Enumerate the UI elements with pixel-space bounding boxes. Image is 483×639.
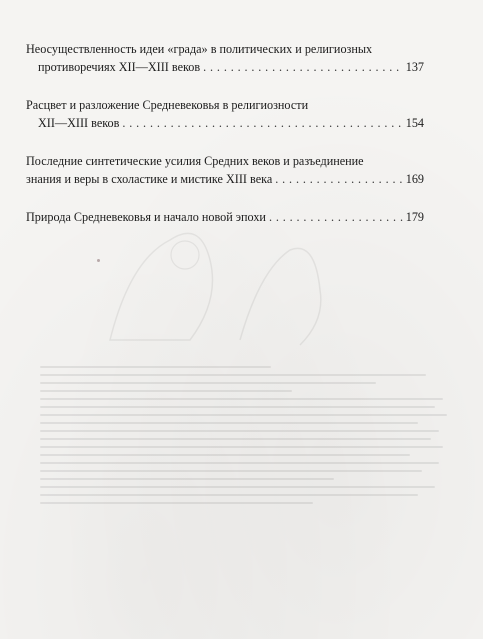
toc-entry-title-line1: Неосуществленность идеи «града» в политических и религиозных — [26, 42, 373, 56]
toc-entry[interactable] — [26, 208, 424, 226]
toc-entry-title-line1: Последние синтетические усилия Средних веков и разъединение — [26, 154, 364, 168]
toc-page-number: 137 — [405, 60, 424, 74]
toc-entry-row — [26, 58, 424, 76]
toc-entry-row — [26, 170, 424, 188]
dot-leader — [269, 208, 403, 226]
toc-entry-title-line2: XII—XIII веков — [38, 116, 120, 130]
table-of-contents — [26, 40, 424, 246]
toc-page-number: 179 — [405, 210, 424, 224]
toc-page-number: 169 — [405, 172, 424, 186]
toc-entry[interactable] — [26, 152, 424, 188]
ink-spot — [97, 259, 100, 262]
toc-entry-title-line2: знания и веры в схоластике и мистике XIII века — [26, 172, 273, 186]
dot-leader — [275, 170, 402, 188]
dot-leader — [122, 114, 402, 132]
toc-entry[interactable] — [26, 96, 424, 132]
toc-entry-row — [26, 208, 424, 226]
bleed-through-text — [40, 360, 460, 630]
toc-entry-title-line1: Природа Средневековья и начало новой эпохи — [26, 210, 266, 224]
toc-page-number: 154 — [405, 116, 424, 130]
toc-entry[interactable] — [26, 40, 424, 76]
dot-leader — [203, 58, 403, 76]
toc-entry-row — [26, 114, 424, 132]
toc-entry-title-line2: противоречиях XII—XIII веков — [38, 60, 201, 74]
toc-entry-title-line1: Расцвет и разложение Средневековья в религиозности — [26, 98, 309, 112]
